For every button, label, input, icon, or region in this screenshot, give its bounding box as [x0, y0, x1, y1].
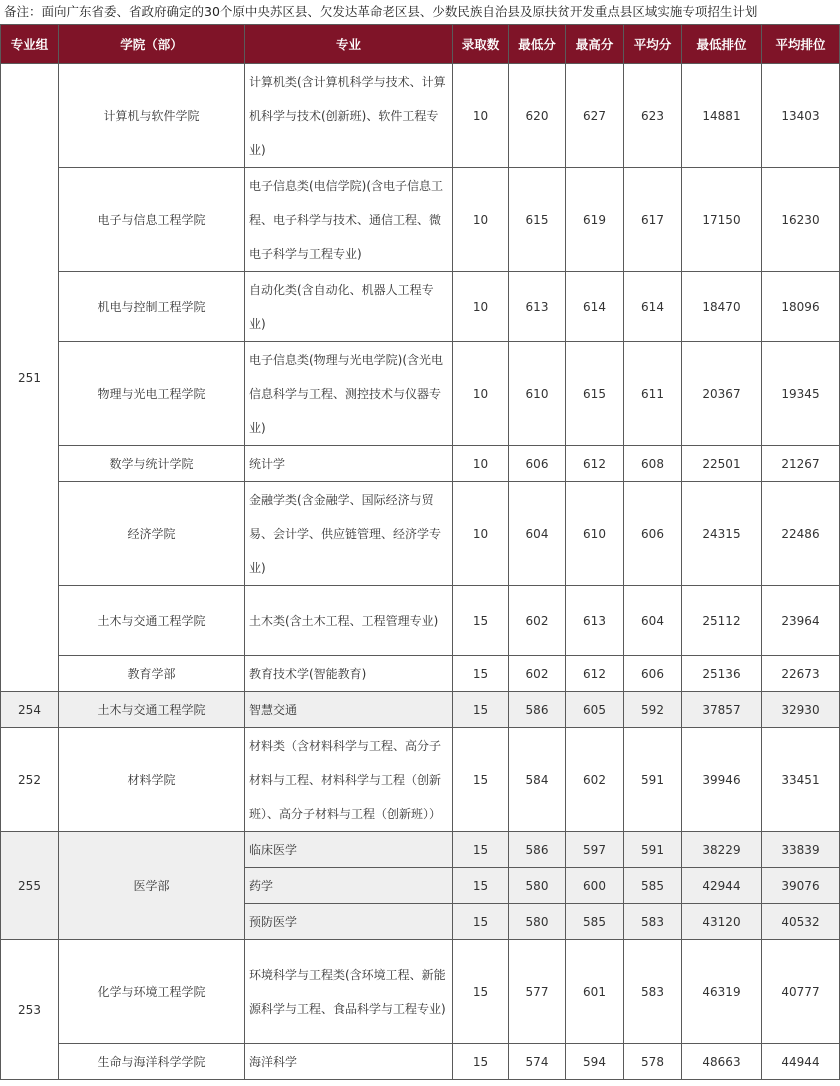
avg-score-cell: 606 [624, 482, 682, 586]
admitted-cell: 10 [453, 272, 509, 342]
max-score-cell: 601 [566, 940, 624, 1044]
table-row [1, 692, 840, 728]
avg-score-cell: 591 [624, 832, 682, 868]
major-cell: 金融学类(含金融学、国际经济与贸易、会计学、供应链管理、经济学专业) [245, 482, 453, 586]
major-cell: 电子信息类(电信学院)(含电子信息工程、电子科学与技术、通信工程、微电子科学与工程专业) [245, 168, 453, 272]
max-score-cell: 614 [566, 272, 624, 342]
admission-table [0, 24, 840, 1080]
major-cell: 预防医学 [245, 904, 453, 940]
col-header-min-rank: 最低排位 [682, 25, 762, 64]
min-rank-cell: 17150 [682, 168, 762, 272]
avg-rank-cell: 18096 [762, 272, 840, 342]
min-score-cell: 606 [509, 446, 566, 482]
min-score-cell: 577 [509, 940, 566, 1044]
max-score-cell: 612 [566, 446, 624, 482]
admitted-cell: 15 [453, 940, 509, 1044]
min-score-cell: 580 [509, 904, 566, 940]
group-cell: 253 [1, 940, 59, 1080]
avg-score-cell: 606 [624, 656, 682, 692]
col-header-college: 学院（部） [59, 25, 245, 64]
avg-rank-cell: 40532 [762, 904, 840, 940]
min-score-cell: 615 [509, 168, 566, 272]
college-cell: 数学与统计学院 [59, 446, 245, 482]
max-score-cell: 600 [566, 868, 624, 904]
max-score-cell: 594 [566, 1044, 624, 1080]
college-cell: 化学与环境工程学院 [59, 940, 245, 1044]
major-cell: 电子信息类(物理与光电学院)(含光电信息科学与工程、测控技术与仪器专业) [245, 342, 453, 446]
avg-rank-cell: 22673 [762, 656, 840, 692]
min-score-cell: 613 [509, 272, 566, 342]
avg-rank-cell: 13403 [762, 64, 840, 168]
major-cell: 土木类(含土木工程、工程管理专业) [245, 586, 453, 656]
min-rank-cell: 25112 [682, 586, 762, 656]
min-score-cell: 584 [509, 728, 566, 832]
table-row [1, 272, 840, 342]
group-cell: 251 [1, 64, 59, 692]
major-cell: 临床医学 [245, 832, 453, 868]
major-cell: 海洋科学 [245, 1044, 453, 1080]
table-row [1, 446, 840, 482]
avg-score-cell: 617 [624, 168, 682, 272]
major-cell: 药学 [245, 868, 453, 904]
college-cell: 经济学院 [59, 482, 245, 586]
max-score-cell: 612 [566, 656, 624, 692]
table-row [1, 168, 840, 272]
header-row [1, 25, 840, 64]
college-cell: 教育学部 [59, 656, 245, 692]
avg-score-cell: 614 [624, 272, 682, 342]
max-score-cell: 585 [566, 904, 624, 940]
avg-rank-cell: 19345 [762, 342, 840, 446]
table-row [1, 1044, 840, 1080]
college-cell: 土木与交通工程学院 [59, 586, 245, 656]
max-score-cell: 610 [566, 482, 624, 586]
min-rank-cell: 20367 [682, 342, 762, 446]
col-header-avg-rank: 平均排位 [762, 25, 840, 64]
avg-rank-cell: 33451 [762, 728, 840, 832]
table-row [1, 728, 840, 832]
min-rank-cell: 42944 [682, 868, 762, 904]
min-rank-cell: 39946 [682, 728, 762, 832]
max-score-cell: 627 [566, 64, 624, 168]
min-score-cell: 602 [509, 586, 566, 656]
min-score-cell: 574 [509, 1044, 566, 1080]
avg-score-cell: 604 [624, 586, 682, 656]
avg-rank-cell: 16230 [762, 168, 840, 272]
college-cell: 材料学院 [59, 728, 245, 832]
admitted-cell: 15 [453, 868, 509, 904]
admitted-cell: 10 [453, 168, 509, 272]
college-cell: 计算机与软件学院 [59, 64, 245, 168]
college-cell: 机电与控制工程学院 [59, 272, 245, 342]
max-score-cell: 615 [566, 342, 624, 446]
max-score-cell: 619 [566, 168, 624, 272]
major-cell: 材料类（含材料科学与工程、高分子材料与工程、材料科学与工程（创新班）、高分子材料与工程（创新班）） [245, 728, 453, 832]
col-header-max-score: 最高分 [566, 25, 624, 64]
group-cell: 255 [1, 832, 59, 940]
avg-rank-cell: 40777 [762, 940, 840, 1044]
avg-score-cell: 583 [624, 940, 682, 1044]
avg-score-cell: 592 [624, 692, 682, 728]
max-score-cell: 597 [566, 832, 624, 868]
min-score-cell: 602 [509, 656, 566, 692]
college-cell: 电子与信息工程学院 [59, 168, 245, 272]
table-note: 备注：面向广东省委、省政府确定的30个原中央苏区县、欠发达革命老区县、少数民族自治县及原扶贫开发重点县区域实施专项招生计划 [4, 4, 758, 19]
table-row [1, 586, 840, 656]
avg-score-cell: 583 [624, 904, 682, 940]
min-rank-cell: 46319 [682, 940, 762, 1044]
admitted-cell: 15 [453, 904, 509, 940]
group-cell: 254 [1, 692, 59, 728]
min-score-cell: 586 [509, 692, 566, 728]
col-header-avg-score: 平均分 [624, 25, 682, 64]
major-cell: 自动化类(含自动化、机器人工程专业) [245, 272, 453, 342]
max-score-cell: 613 [566, 586, 624, 656]
admitted-cell: 15 [453, 692, 509, 728]
table-row [1, 940, 840, 1044]
min-rank-cell: 25136 [682, 656, 762, 692]
min-score-cell: 586 [509, 832, 566, 868]
min-rank-cell: 22501 [682, 446, 762, 482]
college-cell: 医学部 [59, 832, 245, 940]
admitted-cell: 15 [453, 1044, 509, 1080]
avg-score-cell: 578 [624, 1044, 682, 1080]
min-score-cell: 604 [509, 482, 566, 586]
avg-score-cell: 608 [624, 446, 682, 482]
avg-rank-cell: 32930 [762, 692, 840, 728]
min-rank-cell: 14881 [682, 64, 762, 168]
max-score-cell: 602 [566, 728, 624, 832]
min-rank-cell: 24315 [682, 482, 762, 586]
avg-rank-cell: 39076 [762, 868, 840, 904]
admitted-cell: 15 [453, 586, 509, 656]
college-cell: 物理与光电工程学院 [59, 342, 245, 446]
group-cell: 252 [1, 728, 59, 832]
major-cell: 计算机类(含计算机科学与技术、计算机科学与技术(创新班)、软件工程专业) [245, 64, 453, 168]
min-rank-cell: 38229 [682, 832, 762, 868]
admitted-cell: 15 [453, 832, 509, 868]
major-cell: 环境科学与工程类(含环境工程、新能源科学与工程、食品科学与工程专业) [245, 940, 453, 1044]
table-row [1, 482, 840, 586]
min-score-cell: 610 [509, 342, 566, 446]
max-score-cell: 605 [566, 692, 624, 728]
admitted-cell: 10 [453, 64, 509, 168]
min-score-cell: 620 [509, 64, 566, 168]
avg-rank-cell: 22486 [762, 482, 840, 586]
min-rank-cell: 48663 [682, 1044, 762, 1080]
table-row [1, 656, 840, 692]
col-header-admitted: 录取数 [453, 25, 509, 64]
avg-score-cell: 623 [624, 64, 682, 168]
admitted-cell: 10 [453, 446, 509, 482]
min-rank-cell: 18470 [682, 272, 762, 342]
min-rank-cell: 43120 [682, 904, 762, 940]
admitted-cell: 10 [453, 482, 509, 586]
min-score-cell: 580 [509, 868, 566, 904]
avg-rank-cell: 44944 [762, 1044, 840, 1080]
table-row [1, 64, 840, 168]
admitted-cell: 15 [453, 728, 509, 832]
avg-rank-cell: 23964 [762, 586, 840, 656]
admitted-cell: 15 [453, 656, 509, 692]
table-row [1, 832, 840, 868]
major-cell: 教育技术学(智能教育) [245, 656, 453, 692]
col-header-min-score: 最低分 [509, 25, 566, 64]
college-cell: 土木与交通工程学院 [59, 692, 245, 728]
avg-score-cell: 611 [624, 342, 682, 446]
college-cell: 生命与海洋科学学院 [59, 1044, 245, 1080]
avg-score-cell: 585 [624, 868, 682, 904]
avg-rank-cell: 21267 [762, 446, 840, 482]
col-header-group: 专业组 [1, 25, 59, 64]
avg-score-cell: 591 [624, 728, 682, 832]
major-cell: 智慧交通 [245, 692, 453, 728]
avg-rank-cell: 33839 [762, 832, 840, 868]
col-header-major: 专业 [245, 25, 453, 64]
major-cell: 统计学 [245, 446, 453, 482]
min-rank-cell: 37857 [682, 692, 762, 728]
admitted-cell: 10 [453, 342, 509, 446]
table-row [1, 342, 840, 446]
